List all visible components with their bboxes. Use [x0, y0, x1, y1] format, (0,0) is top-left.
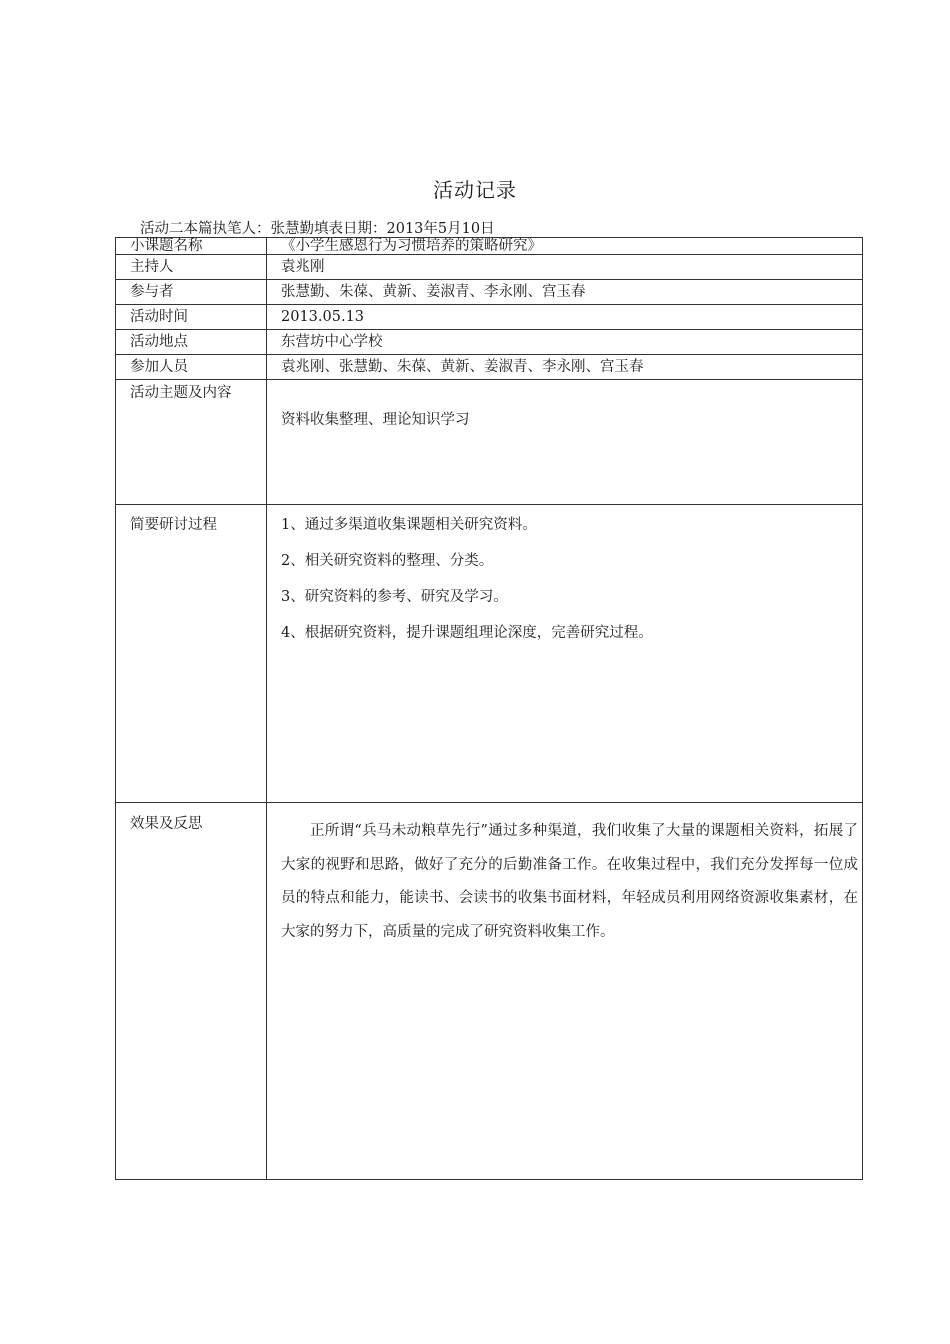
- row-participants: [116, 280, 863, 305]
- theme-value-cell: [267, 380, 863, 505]
- process-item: 4、根据研究资料，提升课题组理论深度，完善研究过程。: [281, 625, 653, 641]
- row-theme: [116, 380, 863, 505]
- process-label-cell: [116, 505, 267, 803]
- effect-value-cell: [267, 803, 863, 1180]
- time-value: 2013.05.13: [267, 305, 863, 330]
- place-value: 东营坊中心学校: [267, 330, 863, 355]
- host-label: 主持人: [116, 255, 267, 280]
- activity-record-table: [115, 237, 863, 1180]
- row-place: [116, 330, 863, 355]
- process-label: 简要研讨过程: [130, 517, 217, 533]
- topic-name-label: 小课题名称: [116, 238, 267, 255]
- theme-value: 资料收集整理、理论知识学习: [281, 412, 470, 428]
- effect-value: 正所谓“兵马未动粮草先行”通过多种渠道，我们收集了大量的课题相关资料，拓展了大家的视野和思路，做好了充分的后勤准备工作。在收集过程中，我们充分发挥每一位成员的特点和能力，能读书、会读书的收集书面材料，年轻成员利用网络资源收集素材，在大家的努力下，高质量的完成了研究资料收集工作。: [281, 823, 858, 940]
- host-value: 袁兆刚: [267, 255, 863, 280]
- activity-number: 活动二: [140, 221, 184, 237]
- process-list: [281, 505, 862, 659]
- page-title: 活动记录: [433, 178, 517, 202]
- attendees-label: 参加人员: [116, 355, 267, 380]
- fill-date: 2013年5月10日: [386, 221, 495, 237]
- topic-name-value: 《小学生感恩行为习惯培养的策略研究》: [267, 238, 863, 255]
- participants-value: 张慧勤、朱葆、黄新、姜淑青、李永刚、宫玉春: [267, 280, 863, 305]
- row-host: [116, 255, 863, 280]
- theme-label-cell: [116, 380, 267, 505]
- process-item: 1、通过多渠道收集课题相关研究资料。: [281, 517, 537, 533]
- time-label: 活动时间: [116, 305, 267, 330]
- effect-label-cell: [116, 803, 267, 1180]
- participants-label: 参与者: [116, 280, 267, 305]
- row-topic-name: [116, 238, 863, 255]
- row-process: [116, 505, 863, 803]
- writer-label: 本篇执笔人：: [183, 221, 271, 237]
- attendees-value: 袁兆刚、张慧勤、朱葆、黄新、姜淑青、李永刚、宫玉春: [267, 355, 863, 380]
- process-item: 2、相关研究资料的整理、分类。: [281, 553, 494, 569]
- row-time: [116, 305, 863, 330]
- place-label: 活动地点: [116, 330, 267, 355]
- theme-label: 活动主题及内容: [130, 385, 232, 401]
- writer-name: 张慧勤: [270, 221, 314, 237]
- date-label: 填表日期：: [314, 221, 387, 237]
- effect-label: 效果及反思: [130, 816, 203, 832]
- record-meta: [140, 217, 495, 238]
- process-value-cell: [267, 505, 863, 803]
- process-item: 3、研究资料的参考、研究及学习。: [281, 589, 508, 605]
- row-attendees: [116, 355, 863, 380]
- row-effect: [116, 803, 863, 1180]
